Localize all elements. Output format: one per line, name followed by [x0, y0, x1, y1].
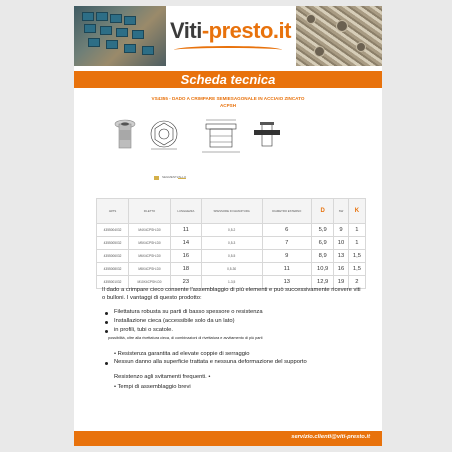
table-cell: 11: [262, 263, 312, 276]
table-cell: M4X4CPSH-D0: [129, 224, 171, 237]
contact-email[interactable]: servizio.clienti@viti-presto.it: [291, 434, 370, 440]
table-cell: 6,9: [312, 237, 334, 250]
col-header: K: [348, 199, 365, 224]
table-cell: 13: [334, 250, 349, 263]
table-cell: 0,5-2: [201, 224, 262, 237]
page-title: Scheda tecnica: [180, 72, 276, 87]
legend-swatch: [154, 176, 159, 180]
bullet-dot: [105, 321, 108, 324]
feature-item: Installazione cieca (accessibile solo da un lato): [114, 318, 235, 324]
table-cell: 2: [348, 276, 365, 289]
table-cell: 16: [170, 250, 201, 263]
table-cell: M8X4CPSH-D0: [129, 263, 171, 276]
table-cell: 4355001032: [97, 276, 129, 289]
screws-photo: [296, 6, 382, 66]
table-cell: 1-3,5: [201, 276, 262, 289]
legend-line: [178, 178, 186, 179]
table-row: [97, 263, 366, 276]
table-cell: 4355004032: [97, 224, 129, 237]
nut-top-view: [148, 118, 180, 154]
col-header: SW: [334, 199, 349, 224]
table-cell: 13: [262, 276, 312, 289]
table-row: [97, 250, 366, 263]
table-cell: 8,9: [312, 250, 334, 263]
intro-paragraph: Il dado a crimpare cieco consente l'assemblaggio di più elementi e può successivamente ricevere viti o bulloni. I vantaggi di questo prodotto:: [102, 287, 361, 302]
table-cell: 4355006032: [97, 250, 129, 263]
table-row: [97, 237, 366, 250]
specs-table: [96, 198, 366, 289]
col-header: ARTS: [97, 199, 129, 224]
feature-item: in profili, tubi o scatole.: [114, 327, 173, 333]
table-header-row: [97, 199, 366, 224]
workshop-photo: [74, 6, 166, 66]
bullet-dot: [105, 312, 108, 315]
title-bar: [74, 71, 382, 88]
table-cell: 6: [262, 224, 312, 237]
col-header: LUNGHEZZA: [170, 199, 201, 224]
col-header: SPESSORE DI GRANITURA: [201, 199, 262, 224]
logo-swoosh: [174, 46, 282, 54]
product-code: ACPSH: [219, 103, 237, 108]
footer-bar: [74, 431, 382, 446]
table-cell: 1,5: [348, 250, 365, 263]
table-cell: 10,9: [312, 263, 334, 276]
feature-item: • Tempi di assemblaggio brevi: [114, 384, 191, 390]
feature-item: • Resistenza garantita ad elevate coppie di serraggio: [114, 351, 250, 357]
table-cell: 1: [348, 237, 365, 250]
legend-label: SEGMENTI/ALLO: [162, 175, 187, 179]
table-cell: 9: [262, 250, 312, 263]
nut-section-drawing: [198, 118, 244, 158]
table-cell: 12,9: [312, 276, 334, 289]
table-cell: M6X4CPSH-D0: [129, 250, 171, 263]
table-cell: 10: [334, 237, 349, 250]
header-banner: [74, 6, 382, 66]
table-cell: 16: [334, 263, 349, 276]
table-cell: 14: [170, 237, 201, 250]
table-cell: 5,9: [312, 224, 334, 237]
product-subtitle: VS4355 - DADO A CRIMPARE SEMIESAGONALE IN ACCIAIO ZINCATO: [151, 96, 305, 101]
table-cell: M5X4CPSH-D0: [129, 237, 171, 250]
col-header: DIAMETRO ESTERNO: [262, 199, 312, 224]
table-row: [97, 224, 366, 237]
table-cell: 23: [170, 276, 201, 289]
brand-logo: Viti-presto.it: [170, 18, 291, 43]
feature-item: Nessun danno alla superficie trattata e nessuna deformazione del supporto: [114, 359, 307, 365]
table-cell: 9: [334, 224, 349, 237]
table-cell: 0,5-3: [201, 237, 262, 250]
table-cell: 0,5-30: [201, 263, 262, 276]
col-header: FILETTO: [129, 199, 171, 224]
bullet-dot: [105, 362, 108, 365]
table-cell: 11: [170, 224, 201, 237]
feature-item: Filettatura robusta su parti di basso spessore o resistenza: [114, 309, 263, 315]
table-cell: 0,5-5: [201, 250, 262, 263]
table-cell: 4355005032: [97, 237, 129, 250]
nut-photo: [114, 118, 136, 156]
table-cell: 19: [334, 276, 349, 289]
table-cell: 1: [348, 224, 365, 237]
table-cell: 4355008032: [97, 263, 129, 276]
table-cell: M10X4CPSH-D0: [129, 276, 171, 289]
col-header: D: [312, 199, 334, 224]
bullet-dot: [105, 330, 108, 333]
table-cell: 18: [170, 263, 201, 276]
table-cell: 1,5: [348, 263, 365, 276]
datasheet-page: [74, 6, 382, 446]
feature-item: possibilità, oltre alla rivettatura cieca, di combinazioni di rivettatura e avvitamento di più parti: [108, 336, 263, 340]
table-cell: 7: [262, 237, 312, 250]
feature-item: Resistenzo agli svitamenti frequenti. •: [114, 374, 211, 380]
nut-installed-drawing: [252, 118, 282, 154]
